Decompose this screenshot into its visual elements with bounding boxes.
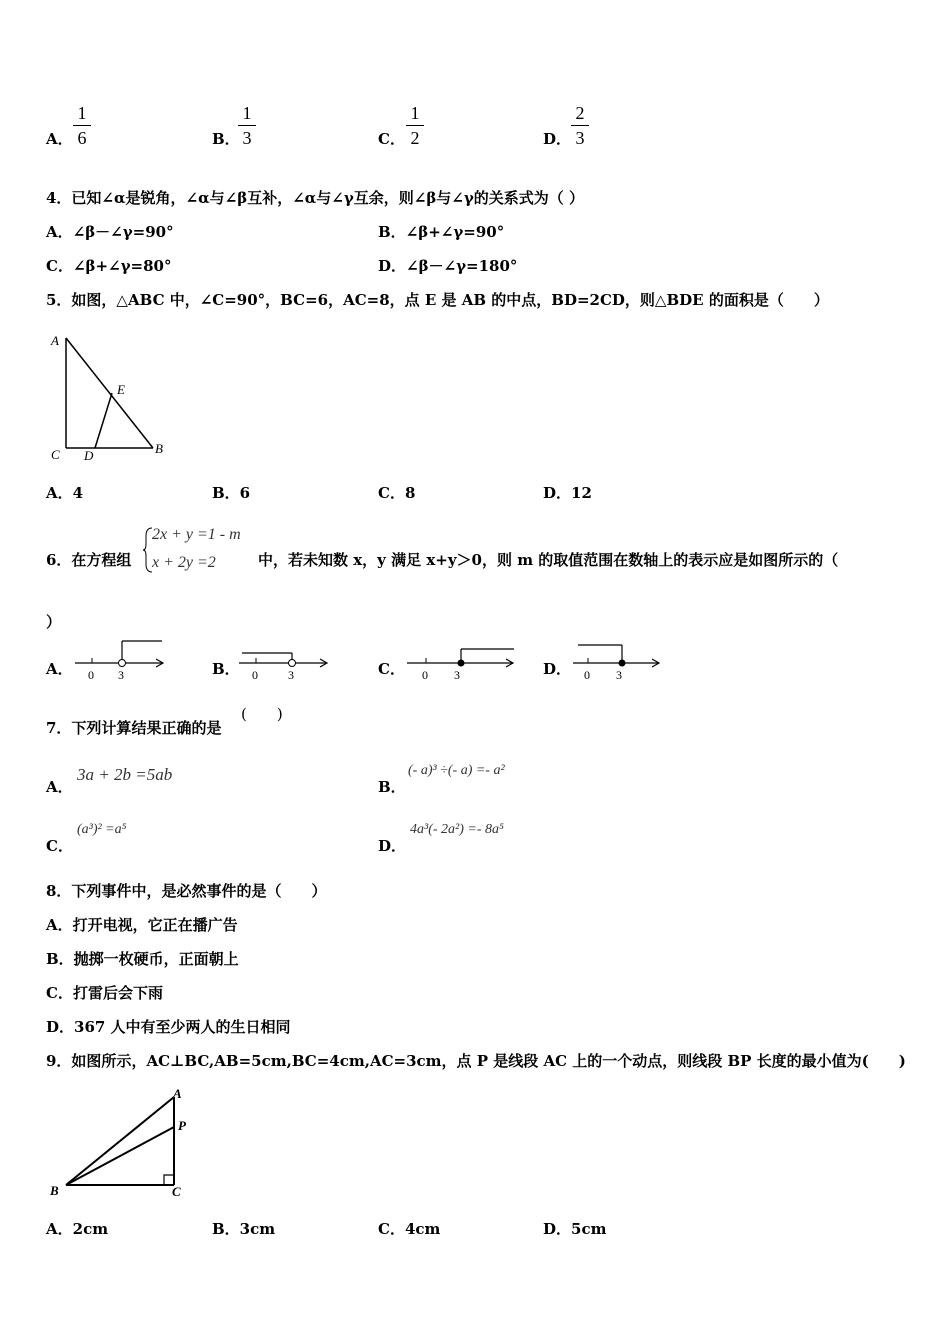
q4-option-c: C．∠β+∠γ=80° [46,257,172,275]
q7-option-a-expr: 3a + 2b =5ab [77,765,173,784]
q9-option-a: A．2cm [46,1220,109,1238]
q4-option-d: D．∠β－∠γ=180° [378,257,518,275]
q5-option-a: A．4 [46,484,84,502]
q4-stem: 4．已知∠α是锐角，∠α与∠β互补，∠α与∠γ互余，则∠β与∠γ的关系式为（ ） [46,189,584,207]
q9-label-p: P [178,1118,186,1133]
svg-text:3: 3 [288,668,294,682]
q5-option-d: D．12 [543,484,592,502]
q6-option-c-letter: C． [378,660,405,678]
q5-stem: 5．如图，△ABC 中，∠C=90°，BC=6，AC=8，点 E 是 AB 的中点，BD=2CD，则△BDE 的面积是（ ） [46,291,829,309]
q3-option-b-letter: B． [212,130,240,148]
q9-option-d: D．5cm [543,1220,607,1238]
q5-label-d: D [84,448,94,463]
q7-option-d-letter: D． [378,837,407,855]
q3-option-a-letter: A． [46,130,73,148]
q6-equation-1: 2x + y =1 - m [152,526,241,543]
q7-stem: 7．下列计算结果正确的是 [46,719,222,737]
svg-text:0: 0 [88,668,94,682]
q4-option-a: A．∠β－∠γ=90° [46,223,174,241]
svg-text:3: 3 [616,668,622,682]
q9-triangle-figure [46,1085,206,1205]
q6-option-b-number-line [234,637,334,683]
q5-label-c: C [51,447,60,462]
q5-option-c: C．8 [378,484,416,502]
q9-stem: 9．如图所示，AC⊥BC,AB=5cm,BC=4cm,AC=3cm，点 P 是线段 AC 上的一个动点，则线段 BP 长度的最小值为( ) [46,1052,906,1070]
q9-label-c: C [172,1184,181,1199]
q6-option-d-letter: D． [543,660,572,678]
q9-option-b: B．3cm [212,1220,276,1238]
q9-label-a: A [173,1086,182,1101]
q7-option-d-expr: 4a³(- 2a²) =- 8a⁵ [410,822,504,837]
q9-label-b: B [50,1183,59,1198]
q7-option-a-letter: A． [46,778,73,796]
q3-option-c-letter: C． [378,130,405,148]
q6-option-c-number-line [402,637,520,683]
q3-option-d-letter: D． [543,130,572,148]
q7-option-c-letter: C． [46,837,73,855]
q6-option-a-number-line [70,637,170,683]
q8-option-c: C．打雷后会下雨 [46,984,163,1002]
q7-option-c-expr: (a³)² =a⁵ [77,822,127,837]
q3-option-c-fraction: 1 2 [405,103,425,148]
svg-text:0: 0 [422,668,428,682]
q6-suffix: 中，若未知数 x，y 满足 x+y＞0，则 m 的取值范围在数轴上的表示应是如图所示的（ [258,551,839,569]
q5-label-a: A [51,333,59,348]
q6-equation-2: x + 2y =2 [152,554,216,571]
q6-close-paren: ） [46,613,62,631]
svg-text:3: 3 [118,668,124,682]
svg-text:0: 0 [584,668,590,682]
q6-option-d-number-line [568,637,668,683]
q8-option-d: D．367 人中有至少两人的生日相同 [46,1018,291,1036]
q3-option-b-fraction: 1 3 [237,103,257,148]
q3-option-a-fraction: 1 6 [72,103,92,148]
q4-option-b: B．∠β+∠γ=90° [378,223,505,241]
q7-paren: ( ) [241,705,283,723]
q5-triangle-figure [48,328,178,468]
q6-option-a-letter: A． [46,660,73,678]
q5-label-b: B [155,441,163,456]
q6-option-b-letter: B． [212,660,240,678]
svg-text:3: 3 [454,668,460,682]
q9-option-c: C．4cm [378,1220,441,1238]
q6-prefix: 6．在方程组 [46,551,132,569]
q8-option-b: B．抛掷一枚硬币，正面朝上 [46,950,239,968]
svg-text:0: 0 [252,668,258,682]
q5-label-e: E [117,382,125,397]
q5-option-b: B．6 [212,484,251,502]
q8-option-a: A．打开电视，它正在播广告 [46,916,238,934]
q7-option-b-letter: B． [378,778,406,796]
q7-option-b-expr: (- a)³ ÷(- a) =- a² [408,763,505,778]
q3-option-d-fraction: 2 3 [570,103,590,148]
q8-stem: 8．下列事件中，是必然事件的是（ ） [46,882,327,900]
